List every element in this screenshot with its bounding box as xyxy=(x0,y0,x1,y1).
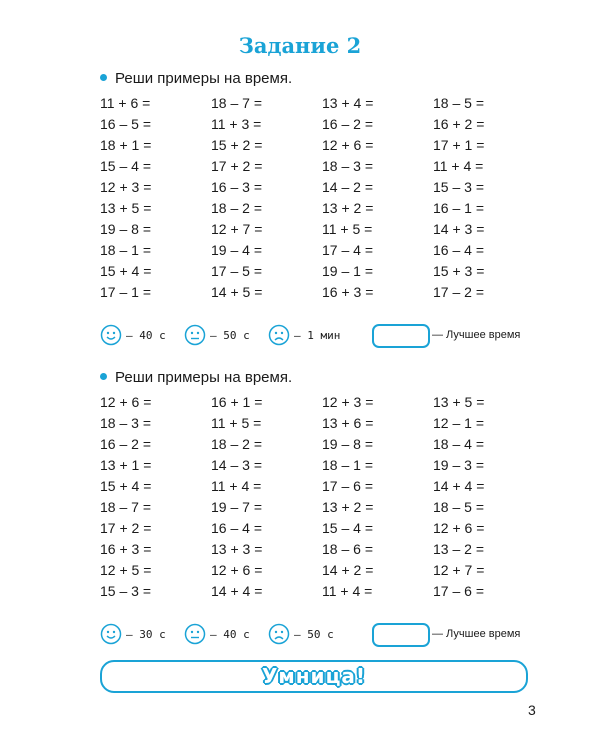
math-problem: 17 – 6 = xyxy=(322,478,373,494)
sad-face-icon xyxy=(268,324,290,346)
praise-banner: Умница! xyxy=(100,660,528,693)
timer-label-neutral: — 50 с xyxy=(210,329,250,342)
instruction xyxy=(100,70,292,87)
math-problem: 15 + 3 = xyxy=(433,263,485,279)
math-problem: 13 + 5 = xyxy=(433,394,485,410)
math-problem: 16 – 2 = xyxy=(322,116,373,132)
problems-grid xyxy=(100,392,544,602)
math-problem: 16 – 3 = xyxy=(211,179,262,195)
timer-label-sad: — 50 с xyxy=(294,628,334,641)
math-problem: 17 + 2 = xyxy=(211,158,263,174)
math-problem: 17 + 2 = xyxy=(100,520,152,536)
math-problem: 19 – 1 = xyxy=(322,263,373,279)
instruction-text: Реши примеры на время. xyxy=(115,369,293,386)
bullet-icon xyxy=(100,74,107,81)
math-problem: 13 + 6 = xyxy=(322,415,374,431)
math-problem: 16 + 3 = xyxy=(100,541,152,557)
page-title: Задание 2 xyxy=(238,33,362,58)
math-problem: 17 – 2 = xyxy=(433,284,484,300)
math-problem: 11 + 4 = xyxy=(322,583,373,599)
timer-label-smile: — 30 с xyxy=(126,628,166,641)
bullet-icon xyxy=(100,373,107,380)
math-problem: 13 + 5 = xyxy=(100,200,152,216)
math-problem: 13 + 4 = xyxy=(322,95,374,111)
math-problem: 17 – 6 = xyxy=(433,583,484,599)
math-problem: 12 + 6 = xyxy=(322,137,374,153)
math-problem: 17 – 5 = xyxy=(211,263,262,279)
math-problem: 18 – 4 = xyxy=(433,436,484,452)
math-problem: 15 – 4 = xyxy=(100,158,151,174)
math-problem: 15 + 2 = xyxy=(211,137,263,153)
timer-label-sad: — 1 мин xyxy=(294,329,341,342)
math-problem: 11 + 6 = xyxy=(100,95,151,111)
math-problem: 18 – 5 = xyxy=(433,499,484,515)
best-time-input[interactable] xyxy=(372,324,430,348)
math-problem: 19 – 4 = xyxy=(211,242,262,258)
math-problem: 14 + 2 = xyxy=(322,562,374,578)
math-problem: 15 + 4 = xyxy=(100,263,152,279)
math-problem: 12 + 3 = xyxy=(100,179,152,195)
math-problem: 18 – 3 = xyxy=(322,158,373,174)
math-problem: 19 – 3 = xyxy=(433,457,484,473)
math-problem: 18 – 2 = xyxy=(211,200,262,216)
math-problem: 19 – 8 = xyxy=(100,221,151,237)
timer-row-1 xyxy=(100,324,540,350)
problems-grid xyxy=(100,93,544,303)
math-problem: 12 + 7 = xyxy=(433,562,485,578)
math-problem: 16 – 1 = xyxy=(433,200,484,216)
math-problem: 14 – 2 = xyxy=(322,179,373,195)
math-problem: 13 + 1 = xyxy=(100,457,152,473)
math-problem: 16 – 5 = xyxy=(100,116,151,132)
math-problem: 16 – 4 = xyxy=(211,520,262,536)
math-problem: 16 – 4 = xyxy=(433,242,484,258)
math-problem: 19 – 7 = xyxy=(211,499,262,515)
math-problem: 11 + 5 = xyxy=(211,415,262,431)
math-problem: 11 + 4 = xyxy=(211,478,262,494)
best-time-label: — Лучшее время xyxy=(432,628,521,640)
math-problem: 17 – 1 = xyxy=(100,284,151,300)
math-problem: 17 + 1 = xyxy=(433,137,485,153)
math-problem: 18 – 3 = xyxy=(100,415,151,431)
neutral-face-icon xyxy=(184,324,206,346)
math-problem: 18 – 2 = xyxy=(211,436,262,452)
math-problem: 13 – 2 = xyxy=(433,541,484,557)
math-problem: 18 – 6 = xyxy=(322,541,373,557)
math-problem: 11 + 3 = xyxy=(211,116,262,132)
math-problem: 14 + 4 = xyxy=(211,583,263,599)
math-problem: 13 + 2 = xyxy=(322,499,374,515)
timer-label-smile: — 40 с xyxy=(126,329,166,342)
math-problem: 15 – 4 = xyxy=(322,520,373,536)
math-problem: 15 + 4 = xyxy=(100,478,152,494)
math-problem: 18 – 7 = xyxy=(100,499,151,515)
page-number: 3 xyxy=(528,702,536,718)
math-problem: 14 + 3 = xyxy=(433,221,485,237)
instruction xyxy=(100,369,292,386)
math-problem: 18 – 5 = xyxy=(433,95,484,111)
timer-row-2 xyxy=(100,623,540,649)
sad-face-icon xyxy=(268,623,290,645)
math-problem: 14 – 3 = xyxy=(211,457,262,473)
math-problem: 17 – 4 = xyxy=(322,242,373,258)
smile-face-icon xyxy=(100,623,122,645)
math-problem: 16 + 1 = xyxy=(211,394,263,410)
math-problem: 12 + 6 = xyxy=(433,520,485,536)
instruction-text: Реши примеры на время. xyxy=(115,70,293,87)
math-problem: 16 – 2 = xyxy=(100,436,151,452)
math-problem: 18 – 7 = xyxy=(211,95,262,111)
math-problem: 11 + 5 = xyxy=(322,221,373,237)
math-problem: 12 – 1 = xyxy=(433,415,484,431)
math-problem: 18 + 1 = xyxy=(100,137,152,153)
smile-face-icon xyxy=(100,324,122,346)
best-time-input[interactable] xyxy=(372,623,430,647)
math-problem: 13 + 3 = xyxy=(211,541,263,557)
math-problem: 14 + 4 = xyxy=(433,478,485,494)
math-problem: 16 + 2 = xyxy=(433,116,485,132)
math-problem: 12 + 3 = xyxy=(322,394,374,410)
math-problem: 12 + 7 = xyxy=(211,221,263,237)
math-problem: 12 + 6 = xyxy=(211,562,263,578)
math-problem: 11 + 4 = xyxy=(433,158,484,174)
math-problem: 18 – 1 = xyxy=(322,457,373,473)
neutral-face-icon xyxy=(184,623,206,645)
math-problem: 12 + 6 = xyxy=(100,394,152,410)
math-problem: 19 – 8 = xyxy=(322,436,373,452)
math-problem: 15 – 3 = xyxy=(100,583,151,599)
math-problem: 12 + 5 = xyxy=(100,562,152,578)
timer-label-neutral: — 40 с xyxy=(210,628,250,641)
math-problem: 16 + 3 = xyxy=(322,284,374,300)
math-problem: 13 + 2 = xyxy=(322,200,374,216)
math-problem: 15 – 3 = xyxy=(433,179,484,195)
math-problem: 14 + 5 = xyxy=(211,284,263,300)
best-time-label: — Лучшее время xyxy=(432,329,521,341)
math-problem: 18 – 1 = xyxy=(100,242,151,258)
